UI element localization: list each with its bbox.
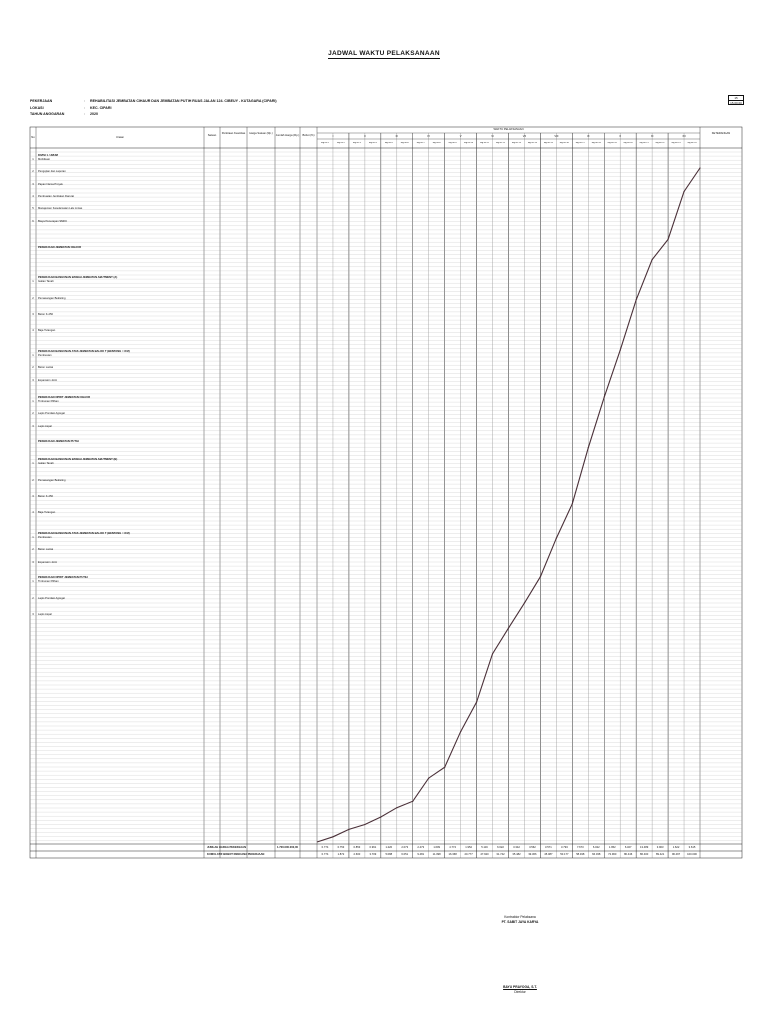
week-label: Mg ke-20 [623,141,633,144]
row-number: 2 [32,412,34,416]
row-uraian: Pembuatan Jembatan Darurat [38,195,75,198]
row-number: 2 [32,596,34,600]
row-number: 2 [32,366,34,370]
week-label: Mg ke-22 [655,141,665,144]
section-label: PEKERJAAN JEMBATAN CIHAUR [38,246,82,249]
s-curve-point [428,777,429,778]
cumulative-weight: 1.872 [337,852,345,856]
week-label: Mg ke-17 [575,141,585,144]
header-harga: Harga Satuan (Rp.) [249,132,273,135]
row-number: 3 [32,424,34,428]
row-uraian: Mobilisasi [38,158,50,162]
cumulative-weight: 11.098 [432,852,441,856]
s-curve-point [524,602,525,603]
header-bobot: Bobot (%) [302,134,315,137]
weekly-weight: 3.562 [529,845,536,849]
month-label: I [332,134,334,138]
section-label: PEKERJAAN BANGUNAN BAWAH JEMBATAN ABUTMENT (A) [38,276,118,279]
month-label: IX [587,134,590,138]
s-curve-point [683,191,684,192]
month-label: IV [427,134,430,138]
cumulative-weight: 6.051 [401,852,409,856]
row-number: 2 [32,478,34,482]
s-curve-point [636,299,637,300]
month-label: V [459,134,462,138]
row-number: 1 [32,280,34,284]
header-volume: Perkiraan Kuantitas [221,132,246,135]
row-number: 1 [32,536,34,540]
week-label: Mg ke-3 [352,141,361,144]
weekly-weight: 1.622 [672,845,680,849]
header-satuan: Satuan [207,134,217,137]
weekly-weight: 0.753 [337,845,345,849]
row-number: 1 [32,400,34,404]
week-label: Mg ke-23 [671,141,681,144]
week-label: Mg ke-15 [543,141,553,144]
week-label: Mg ke-5 [384,141,393,144]
s-curve-point [572,503,573,504]
row-uraian: Pemasangan Bekisting [38,478,66,482]
week-label: Mg ke-4 [368,141,377,144]
kumulatif-label: KUMULATIF BOBOT RENCANA PEKERJAAN [207,852,265,856]
weekly-weight: 0.961 [369,845,377,849]
cumulative-weight: 80.446 [624,852,633,856]
row-number: 3 [32,378,34,382]
row-number: 3 [32,312,34,316]
row-number: 2 [32,296,34,300]
s-curve-point [364,824,365,825]
row-uraian: Lapis Aspal [38,612,52,616]
weekly-weight: 3.571 [545,845,552,849]
row-uraian: Baja Tulangan [38,511,56,515]
cumulative-weight: 66.038 [592,852,601,856]
row-uraian: Papan Nama Proyek [38,182,63,186]
cumulative-weight: 27.920 [480,852,489,856]
month-label: X [619,134,622,138]
header-jumlah: Jumlah Harga (Rp.) [275,134,300,137]
s-curve-point [460,731,461,732]
week-label: Mg ke-6 [400,141,409,144]
s-curve-point [620,350,621,351]
header-no: No [31,136,35,139]
document-title: JADWAL WAKTU PELAKSANAAN [328,50,440,57]
cumulative-weight: 35.482 [512,852,521,856]
row-number: 3 [32,612,34,616]
row-uraian: Pengujian dan Laporan [38,170,66,174]
cumulative-weight: 9.481 [417,852,425,856]
row-uraian: Biaya Penerapan SMKK [38,219,67,223]
cumulative-weight: 100.000 [687,852,697,856]
section-label: DIVISI 1. UMUM [38,154,58,157]
row-uraian: Beton Lantai [38,366,54,370]
week-label: Mg ke-16 [559,141,569,144]
info-row-lokasi: LOKASI : KEC. CIPARI [30,105,112,110]
week-label: Mg ke-18 [591,141,601,144]
header-keterangan: KETERANGAN [711,132,731,135]
total-value: 1.700.000.000,00 [277,845,298,849]
month-label: XI [650,134,654,138]
week-label: Mg ke-7 [416,141,425,144]
row-number: 4 [32,511,34,515]
s-curve-point [652,259,653,260]
weekly-weight: 3.793 [560,845,568,849]
row-uraian: Lapis Pondasi Agregat [38,596,65,600]
month-label: XII [682,134,686,138]
header-uraian: Uraian [116,136,124,139]
section-label: PEKERJAAN JEMBATAN PUTIH [38,440,79,443]
s-curve-point [604,396,605,397]
s-curve-point [412,801,413,802]
weekly-weight: 6.622 [497,845,504,849]
info-row-pekerjaan: PEKERJAAN : REHABILITASI JEMBATAN CIHAUR DAN JEMBATAN PUTIH RUAS JALAN 124. CIBEUY - KUTAGARA (CIPARI) [30,99,277,103]
weekly-weight: 3.342 [513,845,520,849]
section-label: PEKERJAAN BANGUNAN ATAS JEMBATAN BALOK T (BENTANG = 8 M) [38,350,130,353]
weekly-weight: 1.220 [385,845,393,849]
row-number: 2 [32,170,34,174]
row-uraian: Beton Lantai [38,548,54,552]
row-number: 3 [32,494,34,498]
cumulative-weight: 31.742 [496,852,505,856]
row-uraian: Lapis Pondasi Agregat [38,412,65,416]
weekly-weight: 2.473 [417,845,425,849]
total-label: JUMLAH HARGA PEKERJAAN [207,845,247,849]
s-curve-point [332,836,333,837]
cumulative-weight: 2.600 [353,852,361,856]
week-label: Mg ke-21 [639,141,649,144]
weekly-weight: 4.774 [449,845,456,849]
s-curve-point [588,447,589,448]
cumulative-weight: 89.421 [655,852,665,856]
s-curve-point [540,576,541,577]
month-label: VI [491,134,494,138]
row-number: 1 [32,580,34,584]
weekly-weight: 5.116 [481,845,488,849]
table-outer-border [30,127,742,858]
sheet-number-box: 15 15.00.00 [728,95,744,105]
row-number: 1 [32,354,34,358]
section-label: PEKERJAAN OPRIT JEMBATAN PUTIH [38,576,88,579]
weekly-weight: 1.952 [608,845,616,849]
row-uraian: Pembesian [38,354,52,358]
row-number: 5 [32,207,34,211]
month-label: III [395,134,398,138]
week-label: Mg ke-10 [464,141,474,144]
row-uraian: Manajemen Keselamatan Lalu Lintas [38,207,83,211]
row-uraian: Beton K-250 [38,312,53,316]
month-label: VIII [554,134,559,138]
s-curve-point [667,239,668,240]
row-uraian: Galian Tanah [38,280,54,284]
s-curve-point [492,653,493,654]
weekly-weight: 6.022 [592,845,600,849]
row-number: 2 [32,548,34,552]
month-label: VII [522,134,527,138]
s-curve-point [380,816,381,817]
signature-header: Kontraktor Pelaksana PT. SABIT JAYA KARYA [501,915,539,924]
row-uraian: Galian Tanah [38,462,54,466]
s-curve-point [396,807,397,808]
weekly-weight: 13.489 [640,845,649,849]
row-number: 3 [32,560,34,564]
weekly-weight: 2.073 [401,845,409,849]
section-label: PEKERJAAN BANGUNAN BAWAH JEMBATAN ABUTMENT (B) [38,458,118,461]
week-label: Mg ke-2 [336,141,345,144]
row-uraian: Baja Tulangan [38,329,56,333]
week-label: Mg ke-11 [480,141,490,144]
cumulative-weight: 0.774 [321,852,329,856]
cumulative-weight: 20.777 [464,852,473,856]
signature-footer: BAYU PRAYOGA, S.T. Direktur [503,985,537,994]
weekly-weight: 6.327 [624,845,632,849]
row-uraian: Beton K-250 [38,494,53,498]
cumulative-weight: 45.087 [544,852,553,856]
weekly-weight: 3.903 [656,845,664,849]
cumulative-weight: 96.497 [671,852,681,856]
cumulative-weight: 16.368 [448,852,457,856]
section-label: PEKERJAAN OPRIT JEMBATAN CIHAUR [38,396,91,399]
row-number: 1 [32,158,34,162]
weekly-weight: 1.952 [465,845,472,849]
row-uraian: Expansion Joint [38,560,57,564]
row-number: 3 [32,182,34,186]
week-label: Mg ke-14 [527,141,537,144]
row-uraian: Timbunan Pilihan [38,400,59,404]
weekly-weight: 3.615 [688,845,696,849]
row-uraian: Pembesian [38,536,52,540]
row-number: 4 [32,329,34,333]
row-number: 6 [32,219,34,223]
cumulative-weight: 58.498 [576,852,585,856]
s-curve-point [476,701,477,702]
s-curve-point [348,829,349,830]
s-curve-point [699,167,700,168]
s-curve-point [508,627,509,628]
weekly-weight: 0.853 [353,845,361,849]
cumulative-weight: 5.088 [385,852,393,856]
cumulative-weight: 72.960 [608,852,617,856]
cumulative-weight: 86.400 [640,852,649,856]
weekly-weight: 0.774 [321,845,329,849]
week-label: Mg ke-12 [495,141,506,144]
section-label: PEKERJAAN BANGUNAN ATAS JEMBATAN BALOK T (BENTANG = 8 M) [38,532,130,535]
weekly-weight: 7.673 [576,845,584,849]
cumulative-weight: 50.177 [560,852,569,856]
weekly-weight: 1.609 [433,845,441,849]
s-curve-point [444,767,445,768]
week-label: Mg ke-24 [687,141,697,144]
cumulative-weight: 39.366 [528,852,537,856]
week-label: Mg ke-9 [448,141,457,144]
row-uraian: Timbunan Pilihan [38,580,59,584]
info-row-tahun: TAHUN ANGGARAN : 2020 [30,112,98,116]
row-number: 4 [32,195,34,198]
month-label: II [364,134,366,138]
week-label: Mg ke-1 [321,141,329,144]
row-uraian: Lapis Aspal [38,424,52,428]
week-label: Mg ke-8 [432,141,441,144]
row-uraian: Expansion Joint [38,378,57,382]
header-waktu: WAKTU PELAKSANAAN [493,128,524,131]
row-number: 1 [32,462,34,466]
week-label: Mg ke-13 [511,141,522,144]
s-curve-point [556,538,557,539]
row-uraian: Pemasangan Bekisting [38,296,66,300]
week-label: Mg ke-19 [607,141,617,144]
cumulative-weight: 3.709 [369,852,377,856]
